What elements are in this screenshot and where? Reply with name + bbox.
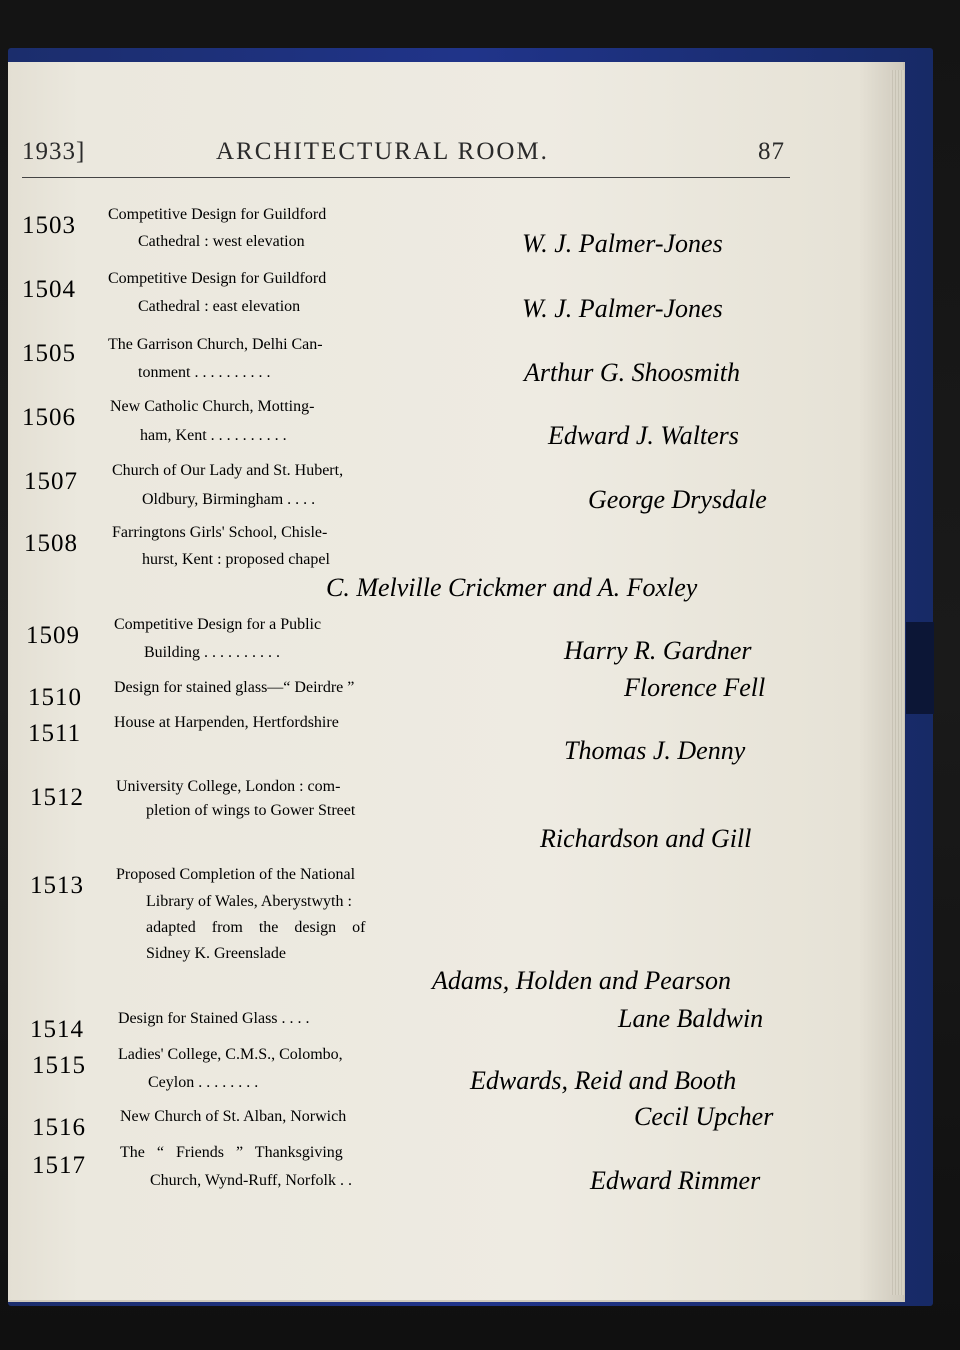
entry-number: 1517 (32, 1152, 86, 1179)
header-year: 1933] (22, 138, 86, 165)
entry-author: Edward J. Walters (548, 421, 739, 450)
entry-author: Harry R. Gardner (564, 636, 752, 665)
entry-title-line: Design for Stained Glass . . . . (118, 1010, 310, 1027)
entry-title-line: University College, London : com- (116, 778, 341, 795)
entry-author: George Drysdale (588, 485, 767, 514)
entry-number: 1513 (30, 872, 84, 899)
entry-title-line: Competitive Design for a Public (114, 616, 322, 633)
entry-number: 1510 (28, 684, 82, 711)
entry-number: 1516 (32, 1114, 86, 1141)
entry-title-line: ham, Kent . . . . . . . . . . (140, 427, 287, 444)
page-title: ARCHITECTURAL ROOM. (216, 138, 549, 165)
entry-number: 1514 (30, 1016, 84, 1043)
entry-title-line: Sidney K. Greenslade (146, 945, 286, 962)
entry-title-line: Competitive Design for Guildford (108, 270, 327, 287)
entry-author: Richardson and Gill (540, 824, 752, 853)
entry-number: 1511 (28, 720, 82, 747)
entry-author: Arthur G. Shoosmith (524, 358, 740, 387)
page-edges (890, 70, 904, 1295)
entry-title-line: House at Harpenden, Hertfordshire (114, 714, 339, 731)
entry-title-line: tonment . . . . . . . . . . (138, 364, 271, 381)
entry-title-line: Farringtons Girls' School, Chisle- (112, 524, 328, 541)
entry-title-line: Competitive Design for Guildford (108, 206, 327, 223)
entry-title-line: Ladies' College, C.M.S., Colombo, (118, 1046, 343, 1063)
entry-author: W. J. Palmer-Jones (522, 229, 723, 258)
entry-title-line: Library of Wales, Aberystwyth : (146, 893, 352, 910)
entry-author: Edward Rimmer (590, 1166, 761, 1195)
entry-number: 1509 (26, 622, 80, 649)
entry-author: Cecil Upcher (634, 1102, 774, 1131)
entry-number: 1507 (24, 468, 78, 495)
entry-title-line: adapted from the design of (146, 919, 366, 936)
entry-number: 1503 (22, 212, 76, 239)
entry-title-line: Oldbury, Birmingham . . . . (142, 491, 316, 508)
bookmark-ribbon (906, 622, 934, 714)
entry-title-line: Building . . . . . . . . . . (144, 644, 281, 661)
entry-number: 1512 (30, 784, 84, 811)
entry-title-line: Cathedral : west elevation (138, 233, 305, 250)
entry-title-line: Proposed Completion of the National (116, 866, 356, 883)
entry-title-line: Church of Our Lady and St. Hubert, (112, 462, 344, 479)
entry-title-line: New Catholic Church, Motting- (110, 398, 315, 415)
entry-author: Edwards, Reid and Booth (470, 1066, 737, 1095)
header-rule (22, 177, 790, 178)
entry-number: 1508 (24, 530, 78, 557)
entry-title-line: Ceylon . . . . . . . . (148, 1074, 259, 1091)
entry-title-line: The Garrison Church, Delhi Can- (108, 336, 323, 353)
entry-author: W. J. Palmer-Jones (522, 294, 723, 323)
entry-title-line: The “ Friends ” Thanksgiving (120, 1144, 343, 1161)
entry-title-line: hurst, Kent : proposed chapel (142, 551, 330, 568)
entry-number: 1505 (22, 340, 76, 367)
entry-author: Thomas J. Denny (564, 736, 746, 765)
entry-author: C. Melville Crickmer and A. Foxley (326, 573, 698, 602)
entry-number: 1506 (22, 404, 76, 431)
page-number: 87 (758, 138, 785, 165)
entry-title-line: New Church of St. Alban, Norwich (120, 1108, 347, 1125)
entry-author: Adams, Holden and Pearson (432, 966, 731, 995)
entry-title-line: Church, Wynd-Ruff, Norfolk . . (150, 1172, 352, 1189)
entry-author: Florence Fell (624, 673, 766, 702)
entry-number: 1504 (22, 276, 76, 303)
entry-author: Lane Baldwin (618, 1004, 764, 1033)
entry-number: 1515 (32, 1052, 86, 1079)
entry-title-line: Design for stained glass—“ Deirdre ” (114, 679, 355, 696)
entry-title-line: pletion of wings to Gower Street (146, 802, 356, 819)
entry-title-line: Cathedral : east elevation (138, 298, 301, 315)
